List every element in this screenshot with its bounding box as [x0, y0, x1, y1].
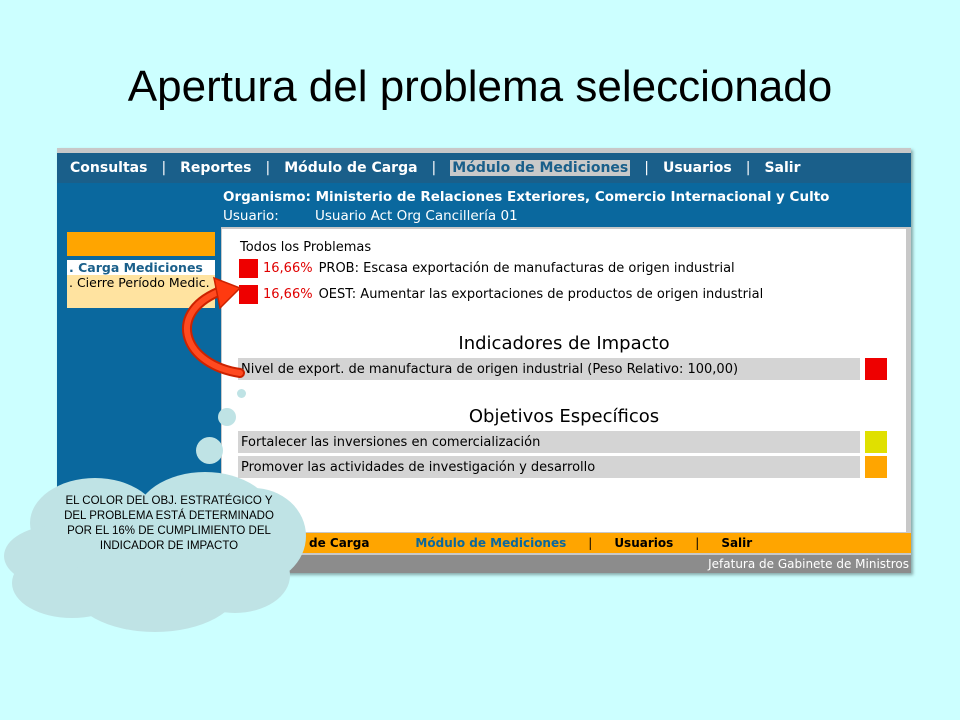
problem-text: OEST: Aumentar las exportaciones de productos de origen industrial [318, 286, 764, 302]
nav-consultas[interactable]: Consultas [70, 160, 148, 176]
nav-separator: | [431, 160, 437, 176]
objective-status-square [865, 456, 887, 478]
usuario-label: Usuario: [223, 208, 279, 224]
sidebar-item-cierre-periodo[interactable]: . Cierre Período Medic. [69, 275, 210, 290]
footer-separator: | [588, 536, 593, 550]
nav-separator: | [745, 160, 751, 176]
usuario-line [223, 208, 518, 224]
nav-separator: | [644, 160, 649, 176]
problem-percent: 16,66% [263, 286, 313, 302]
callout-text: EL COLOR DEL OBJ. ESTRATÉGICO Y DEL PROBLEMA ESTÁ DETERMINADO POR EL 16% DE CUMPLIMIENTO DEL INDICADOR DE IMPACTO [64, 495, 274, 552]
org-header [57, 183, 911, 227]
nav-reportes[interactable]: Reportes [180, 160, 252, 176]
all-problems-label[interactable]: Todos los Problemas [240, 240, 372, 255]
cloud-trail-bubble [237, 389, 246, 398]
problem-row[interactable] [239, 258, 735, 278]
sidebar-item-carga-mediciones[interactable]: . Carga Mediciones [67, 260, 215, 275]
top-nav [57, 153, 911, 183]
organismo-label: Organismo: Ministerio de Relaciones Exteriores, Comercio Internacional y Culto [223, 189, 830, 205]
objective-status-square [865, 431, 887, 453]
footer-nav-modulo-carga[interactable]: de Carga [309, 536, 370, 550]
nav-usuarios[interactable]: Usuarios [662, 160, 732, 176]
footer-nav-modulo-mediciones[interactable]: Módulo de Mediciones [415, 536, 567, 550]
footer-separator: | [695, 536, 700, 550]
nav-modulo-mediciones[interactable]: Módulo de Mediciones [452, 160, 629, 176]
nav-salir[interactable]: Salir [764, 160, 801, 176]
problem-text: PROB: Escasa exportación de manufacturas de origen industrial [318, 260, 735, 276]
cloud-trail-bubble [196, 437, 223, 464]
impact-status-square [865, 358, 887, 380]
problem-row[interactable] [239, 284, 763, 304]
objective-row[interactable]: Fortalecer las inversiones en comercialización [238, 431, 860, 453]
impact-indicator-row[interactable]: Nivel de export. de manufactura de origen industrial (Peso Relativo: 100,00) [238, 358, 860, 380]
usuario-value: Usuario Act Org Cancillería 01 [315, 208, 518, 224]
footer-nav-usuarios[interactable]: Usuarios [614, 536, 674, 550]
sidebar-header-bar [67, 232, 215, 256]
curved-arrow-icon [170, 270, 250, 385]
impact-section-title: Indicadores de Impacto [458, 333, 670, 354]
objectives-section-title: Objetivos Específicos [468, 406, 660, 427]
nav-separator: | [161, 160, 167, 176]
nav-separator: | [265, 160, 271, 176]
cloud-trail-bubble [218, 408, 236, 426]
objective-row[interactable]: Promover las actividades de investigación y desarrollo [238, 456, 860, 478]
nav-modulo-carga[interactable]: Módulo de Carga [284, 160, 418, 176]
slide-title: Apertura del problema seleccionado [127, 62, 833, 111]
footer-credit: Jefatura de Gabinete de Ministros [57, 555, 911, 573]
footer-nav-salir[interactable]: Salir [721, 536, 753, 550]
problem-percent: 16,66% [263, 260, 313, 276]
main-content [222, 229, 906, 532]
